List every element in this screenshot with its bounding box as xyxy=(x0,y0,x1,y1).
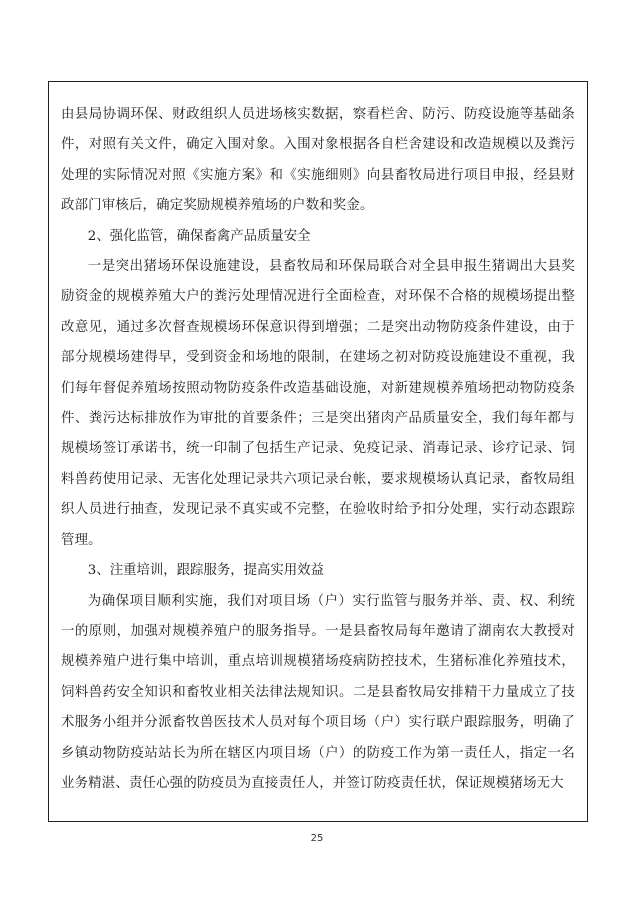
document-body xyxy=(61,100,575,799)
page-number: 25 xyxy=(310,833,324,844)
page-frame xyxy=(48,81,588,822)
paragraph-approval-process: 由县局协调环保、财政组织人员进场核实数据，察看栏舍、防污、防疫设施等基础条件，对照有关文件，确定入围对象。入围对象根据各自栏舍建设和改造规模以及粪污处理的实际情况对照《实施方案》和《实施细则》向县畜牧局进行项目申报，经县财政部门审核后，确定奖励规模养殖场的户数和奖金。 xyxy=(61,107,575,214)
paragraph-supervision-measures: 一是突出猪场环保设施建设，县畜牧局和环保局联合对全县申报生猪调出大县奖励资金的规模养殖大户的粪污处理情况进行全面检查，对环保不合格的规模场提出整改意见，通过多次督查规模场环保意识得到增强；二是突出动物防疫条件建设，由于部分规模场建得早，受到资金和场地的限制，在建场之初对防疫设施建设不重视，我们每年督促养殖场按照动物防疫条件改造基础设施，对新建规模养殖场把动物防疫条件、粪污达标排放作为审批的首要条件；三是突出猪肉产品质量安全，我们每年都与规模场签订承诺书，统一印制了包括生产记录、免疫记录、消毒记录、诊疗记录、饲料兽药使用记录、无害化处理记录共六项记录台帐，要求规模场认真记录，畜牧局组织人员进行抽查，发现记录不真实或不完整，在验收时给予扣分处理，实行动态跟踪管理。 xyxy=(61,259,575,548)
paragraph-training-service: 为确保项目顺利实施，我们对项目场（户）实行监管与服务并举、责、权、利统一的原则，加强对规模养殖户的服务指导。一是县畜牧局每年邀请了湖南农大教授对规模养殖户进行集中培训，重点培训规模猪场疫病防控技术，生猪标准化养殖技术，饲料兽药安全知识和畜牧业相关法律法规知识。二是县畜牧局安排精干力量成立了技术服务小组并分派畜牧兽医技术人员对每个项目场（户）实行联户跟踪服务，明确了乡镇动物防疫站站长为所在辖区内项目场（户）的防疫工作为第一责任人，指定一名业务精湛、责任心强的防疫员为直接责任人，并签订防疫责任状，保证规模猪场无大 xyxy=(61,593,575,791)
section-heading-training: 3、注重培训，跟踪服务，提高实用效益 xyxy=(87,563,324,579)
section-heading-supervision: 2、强化监管，确保畜禽产品质量安全 xyxy=(87,228,311,244)
